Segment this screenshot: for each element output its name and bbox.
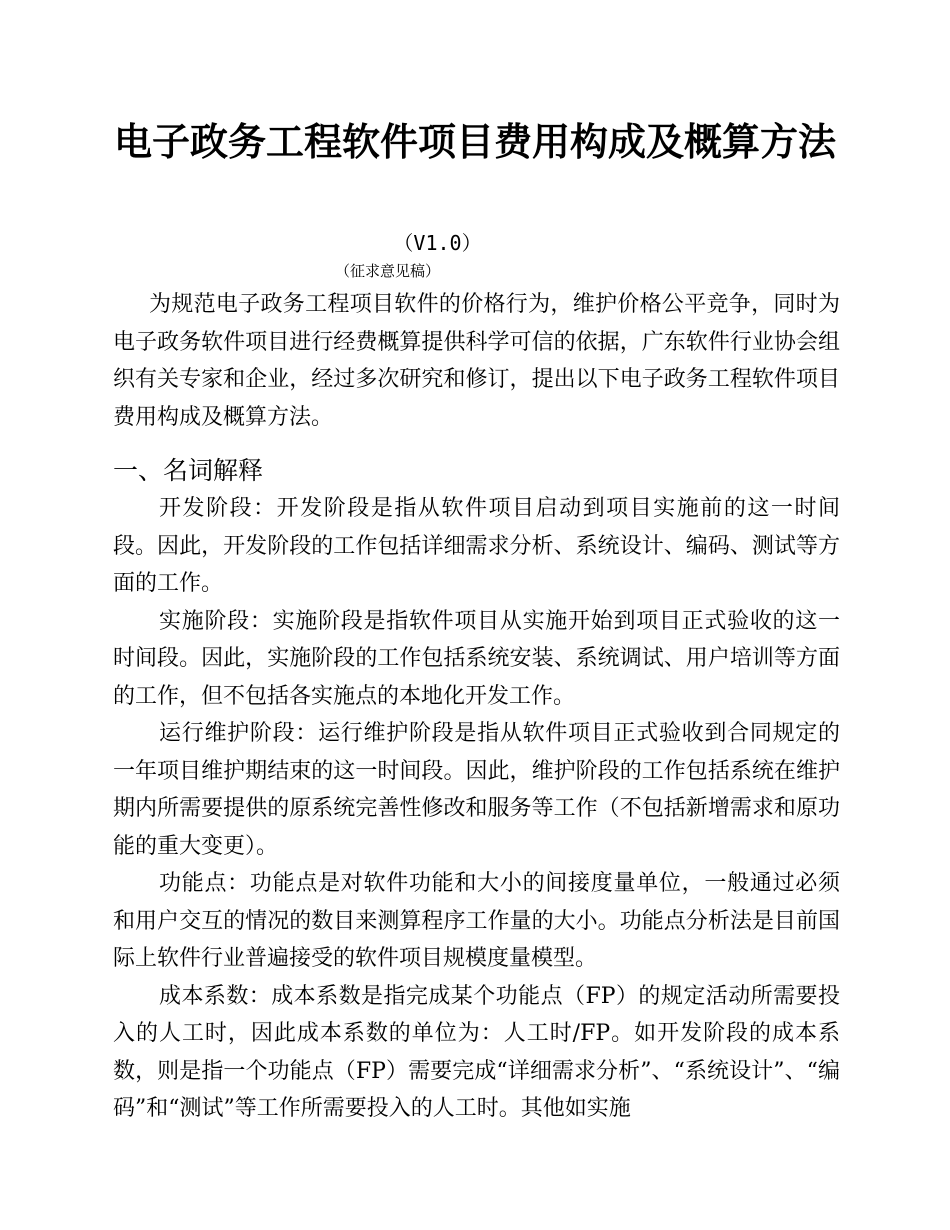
section-heading: 一、名词解释 bbox=[113, 456, 264, 485]
definition-paragraph: 功能点：功能点是对软件功能和大小的间接度量单位，一般通过必须和用户交互的情况的数目来测算程序工作量的大小。功能点分析法是目前国际上软件行业普遍接受的软件项目规模度量模型。 bbox=[113, 871, 840, 971]
definition-paragraph: 成本系数：成本系数是指完成某个功能点（FP）的规定活动所需要投入的人工时，因此成本系数的单位为：人工时/FP。如开发阶段的成本系数，则是指一个功能点（FP）需要完成“详细需求分析”、“系统设计”、“编码”和“测试”等工作所需要投入的人工时。其他如实施 bbox=[113, 983, 840, 1121]
draft-note: （征求意见稿） bbox=[335, 262, 441, 280]
definitions-list bbox=[113, 490, 840, 1128]
document-title: 电子政务工程软件项目费用构成及概算方法 bbox=[113, 120, 836, 164]
definition-paragraph: 开发阶段：开发阶段是指从软件项目启动到项目实施前的这一时间段。因此，开发阶段的工作包括详细需求分析、系统设计、编码、测试等方面的工作。 bbox=[113, 496, 840, 596]
intro-paragraph: 为规范电子政务工程项目软件的价格行为，维护价格公平竞争，同时为电子政务软件项目进行经费概算提供科学可信的依据，广东软件行业协会组织有关专家和企业，经过多次研究和修订，提出以下电子政务工程软件项目费用构成及概算方法。 bbox=[113, 292, 840, 430]
definition-paragraph: 运行维护阶段：运行维护阶段是指从软件项目正式验收到合同规定的一年项目维护期结束的这一时间段。因此，维护阶段的工作包括系统在维护期内所需要提供的原系统完善性修改和服务等工作（不包括新增需求和原功能的重大变更）。 bbox=[113, 721, 840, 859]
version-label: （V1.0） bbox=[393, 231, 482, 255]
definition-paragraph: 实施阶段：实施阶段是指软件项目从实施开始到项目正式验收的这一时间段。因此，实施阶段的工作包括系统安装、系统调试、用户培训等方面的工作，但不包括各实施点的本地化开发工作。 bbox=[113, 608, 840, 709]
